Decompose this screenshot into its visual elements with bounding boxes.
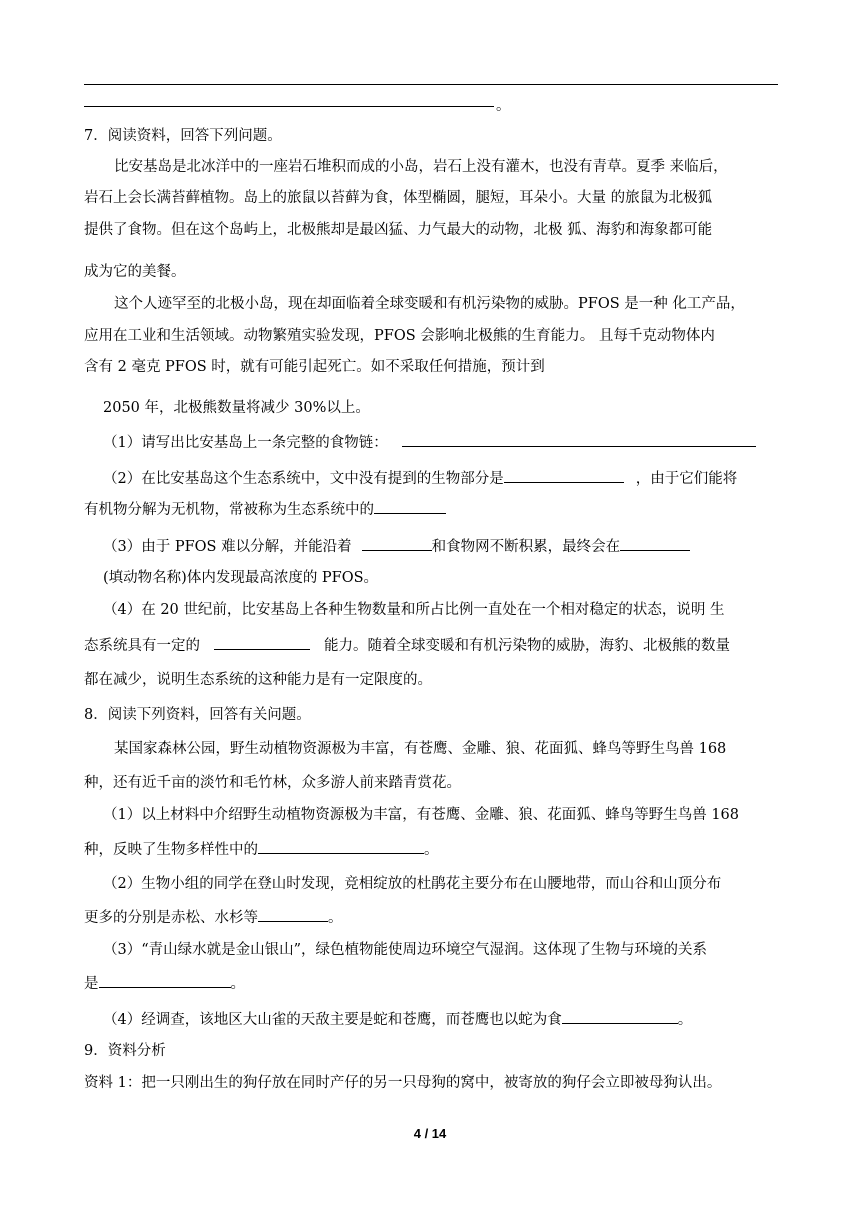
answer-blank[interactable] [620, 535, 690, 551]
q8-sub-question-2: （2）生物小组的同学在登山时发现，竞相绽放的杜鹃花主要分布在山腰地带，而山谷和山顶分布 [103, 876, 722, 892]
q7-sub3-text: （3）由于 PFOS 难以分解，并能沿着 [103, 539, 352, 555]
q8-sub-question-4 [103, 1008, 692, 1030]
answer-blank[interactable] [214, 634, 310, 650]
q8-sub3-text: 是 [84, 976, 99, 992]
answer-blank[interactable] [562, 1008, 678, 1024]
q7-paragraph-1-line: 岩石上会长满苔藓植物。岛上的旅鼠以苔藓为食，体型椭圆，腿短，耳朵小。大量 的旅鼠为北极狐 [84, 190, 713, 206]
q7-paragraph-2-line: 应用在工业和生活领域。动物繁殖实验发现，PFOS 会影响北极熊的生育能力。 且每千克动物体内 [84, 328, 715, 344]
q7-paragraph-2-line: 这个人迹罕至的北极小岛，现在却面临着全球变暖和有机污染物的威胁。PFOS 是一种 化工产品， [114, 296, 745, 312]
q8-sub-question-3: （3）“青山绿水就是金山银山”，绿色植物能使周边环境空气湿润。这体现了生物与环境的关系 [103, 942, 708, 958]
sentence-end: 。 [230, 976, 245, 992]
q7-sub4-text-cont: 能力。随着全球变暖和有机污染物的威胁，海豹、北极熊的数量 [324, 638, 730, 654]
question-8-title: 8．阅读下列资料，回答有关问题。 [84, 707, 311, 723]
answer-blank[interactable] [258, 906, 328, 922]
q7-sub-question-4: （4）在 20 世纪前，比安基岛上各种生物数量和所占比例一直处在一个相对稳定的状态，说明 生 [103, 602, 725, 618]
question-7-title: 7．阅读资料，回答下列问题。 [84, 128, 282, 144]
q9-paragraph-line: 资料 1：把一只刚出生的狗仔放在同时产仔的另一只母狗的窝中，被寄放的狗仔会立即被母狗认出。 [84, 1075, 722, 1091]
q7-sub-question-4-line2 [84, 634, 730, 656]
answer-blank[interactable] [99, 972, 231, 988]
q7-sub-question-2-line2 [84, 498, 446, 520]
question-9-title: 9．资料分析 [84, 1043, 166, 1059]
q8-sub-question-3-line2 [84, 972, 245, 994]
answer-blank[interactable] [374, 498, 446, 514]
q7-sub4-text: 态系统具有一定的 [84, 638, 200, 654]
answer-blank[interactable] [504, 467, 624, 483]
sentence-end: 。 [328, 910, 343, 926]
q8-sub4-text: （4）经调查，该地区大山雀的天敌主要是蛇和苍鹰，而苍鹰也以蛇为食 [103, 1012, 562, 1028]
q7-sub2-text: （2）在比安基岛这个生态系统中，文中没有提到的生物部分是 [103, 471, 504, 487]
answer-line [84, 106, 494, 107]
q8-sub-question-1-line2 [84, 838, 439, 860]
q8-sub1-text: 种，反映了生物多样性中的 [84, 842, 258, 858]
q7-paragraph-2-line: 含有 2 毫克 PFOS 时，就有可能引起死亡。如不采取任何措施，预计到 [84, 359, 545, 375]
answer-blank[interactable] [258, 838, 424, 854]
q8-paragraph-line: 某国家森林公园，野生动植物资源极为丰富，有苍鹰、金雕、狼、花面狐、蜂鸟等野生鸟兽 168 [114, 741, 727, 757]
q7-sub2-text-end: 有机物分解为无机物，常被称为生态系统中的 [84, 502, 374, 518]
q7-sub3-text-cont: 和食物网不断积累，最终会在 [431, 539, 621, 555]
q7-sub-question-1 [103, 431, 756, 453]
q7-sub2-text-cont: ，由于它们能将 [635, 471, 738, 487]
q7-sub-question-3-line2: (填动物名称)体内发现最高浓度的 PFOS。 [103, 570, 379, 586]
q8-paragraph-line: 种，还有近千亩的淡竹和毛竹林，众多游人前来踏青赏花。 [84, 775, 461, 791]
q8-sub-question-2-line2 [84, 906, 343, 928]
page-number: 4 / 14 [413, 1126, 447, 1141]
q7-sub1-text: （1）请写出比安基岛上一条完整的食物链： [103, 435, 388, 451]
sentence-end: 。 [424, 842, 439, 858]
sentence-end: 。 [496, 98, 511, 114]
sentence-end: 。 [677, 1012, 693, 1028]
q7-paragraph-1-line: 提供了食物。但在这个岛屿上，北极熊却是最凶猛、力气最大的动物，北极 狐、海豹和海象都可能 [84, 222, 713, 238]
answer-blank[interactable] [402, 431, 756, 447]
answer-line [84, 84, 778, 85]
q7-sub-question-4-line3: 都在减少，说明生态系统的这种能力是有一定限度的。 [84, 672, 432, 688]
answer-blank[interactable] [362, 535, 432, 551]
q8-sub2-text: 更多的分别是赤松、水杉等 [84, 910, 258, 926]
q8-sub-question-1: （1）以上材料中介绍野生动植物资源极为丰富，有苍鹰、金雕、狼、花面狐、蜂鸟等野生鸟兽 168 [103, 807, 740, 823]
q7-sub-question-3 [103, 535, 690, 557]
q7-paragraph-2-line: 2050 年，北极熊数量将减少 30%以上。 [103, 400, 370, 416]
q7-sub-question-2 [103, 467, 737, 489]
q7-paragraph-1-line: 成为它的美餐。 [84, 264, 186, 280]
q7-paragraph-1-line: 比安基岛是北冰洋中的一座岩石堆积而成的小岛，岩石上没有灌木，也没有青草。夏季 来临后， [114, 159, 728, 175]
